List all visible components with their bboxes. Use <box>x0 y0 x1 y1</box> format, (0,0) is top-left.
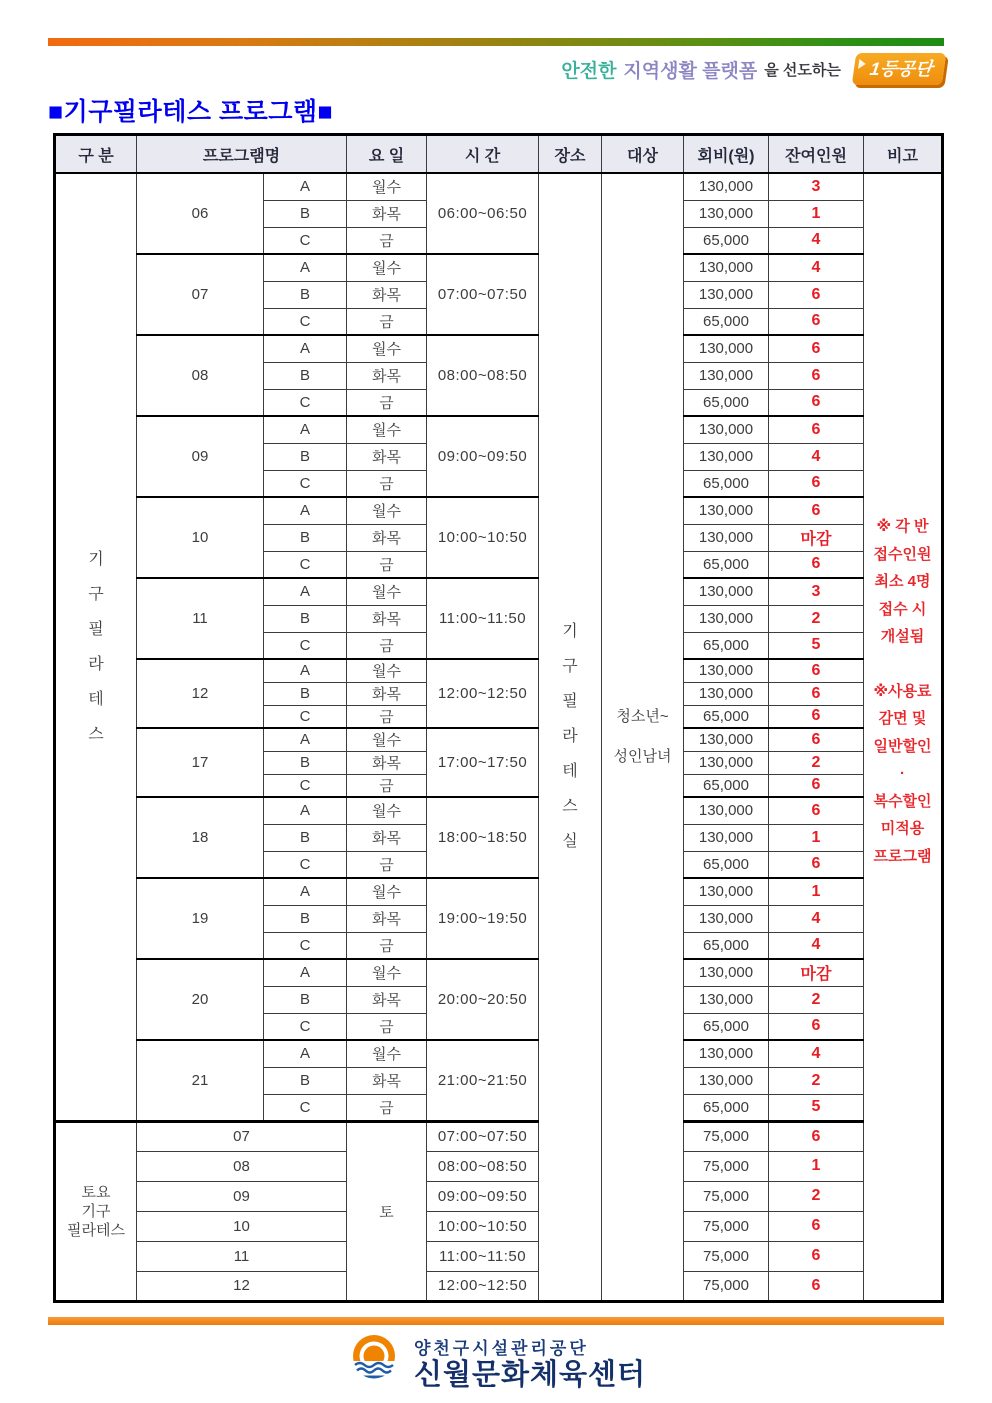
class-cell: B <box>264 362 347 389</box>
remaining-cell: 6 <box>769 281 864 308</box>
fee-cell: 130,000 <box>684 728 769 751</box>
saturday-row-11 <box>55 1241 943 1271</box>
day-cell: 월수 <box>347 497 427 524</box>
program-cell: 06 <box>137 173 264 254</box>
remaining-cell: 6 <box>769 1241 864 1271</box>
program-row-12-A <box>55 659 943 682</box>
fee-cell: 130,000 <box>684 751 769 774</box>
remaining-cell: 6 <box>769 335 864 362</box>
day-cell: 토 <box>347 1121 427 1301</box>
fee-cell: 75,000 <box>684 1271 769 1301</box>
class-cell: A <box>264 254 347 281</box>
class-cell: C <box>264 1013 347 1040</box>
class-cell: C <box>264 1094 347 1121</box>
day-cell: 화목 <box>347 281 427 308</box>
time-cell: 19:00~19:50 <box>427 878 539 959</box>
day-cell: 화목 <box>347 200 427 227</box>
header-category: 구 분 <box>55 135 137 174</box>
remaining-cell: 6 <box>769 362 864 389</box>
logo-center-name: 신월문화체육센터 <box>413 1358 647 1391</box>
program-cell: 07 <box>137 254 264 335</box>
remaining-cell: 2 <box>769 1181 864 1211</box>
day-cell: 금 <box>347 389 427 416</box>
remaining-cell: 4 <box>769 254 864 281</box>
day-cell: 월수 <box>347 254 427 281</box>
program-cell: 21 <box>137 1040 264 1121</box>
remaining-cell: 5 <box>769 1094 864 1121</box>
first-place-badge: 1등공단 <box>852 53 947 85</box>
time-cell: 10:00~10:50 <box>427 497 539 578</box>
remaining-cell: 4 <box>769 932 864 959</box>
header-program: 프로그램명 <box>137 135 347 174</box>
program-row-21-A <box>55 1040 943 1067</box>
fee-cell: 130,000 <box>684 578 769 605</box>
program-cell: 07 <box>137 1121 347 1151</box>
remaining-cell: 6 <box>769 1121 864 1151</box>
fee-cell: 130,000 <box>684 878 769 905</box>
program-row-19-A <box>55 878 943 905</box>
fee-cell: 75,000 <box>684 1121 769 1151</box>
target-cell: 청소년~ 성인남녀 <box>602 173 684 1301</box>
remaining-cell: 2 <box>769 605 864 632</box>
program-table <box>53 133 944 1303</box>
time-cell: 10:00~10:50 <box>427 1211 539 1241</box>
day-cell: 화목 <box>347 682 427 705</box>
fee-cell: 65,000 <box>684 470 769 497</box>
class-cell: B <box>264 443 347 470</box>
remaining-cell: 1 <box>769 1151 864 1181</box>
class-cell: A <box>264 173 347 200</box>
program-row-18-A <box>55 797 943 824</box>
time-cell: 20:00~20:50 <box>427 959 539 1040</box>
header-day: 요 일 <box>347 135 427 174</box>
class-cell: A <box>264 878 347 905</box>
day-cell: 금 <box>347 774 427 797</box>
remaining-cell: 6 <box>769 497 864 524</box>
fee-cell: 65,000 <box>684 1094 769 1121</box>
class-cell: C <box>264 851 347 878</box>
fee-cell: 130,000 <box>684 254 769 281</box>
class-cell: A <box>264 497 347 524</box>
day-cell: 화목 <box>347 443 427 470</box>
day-cell: 금 <box>347 551 427 578</box>
program-row-11-A <box>55 578 943 605</box>
fee-cell: 65,000 <box>684 308 769 335</box>
remaining-cell: 1 <box>769 824 864 851</box>
remaining-cell: 2 <box>769 751 864 774</box>
fee-cell: 130,000 <box>684 605 769 632</box>
program-cell: 08 <box>137 1151 347 1181</box>
remaining-cell: 6 <box>769 308 864 335</box>
header-fee: 회비(원) <box>684 135 769 174</box>
class-cell: C <box>264 705 347 728</box>
fee-cell: 130,000 <box>684 200 769 227</box>
program-row-06-A <box>55 173 943 200</box>
remaining-cell: 4 <box>769 227 864 254</box>
program-cell: 19 <box>137 878 264 959</box>
remaining-cell: 3 <box>769 578 864 605</box>
program-row-08-A <box>55 335 943 362</box>
fee-cell: 65,000 <box>684 1013 769 1040</box>
fee-cell: 130,000 <box>684 659 769 682</box>
footer-orange-bar <box>48 1317 944 1325</box>
remaining-cell: 1 <box>769 200 864 227</box>
time-cell: 17:00~17:50 <box>427 728 539 797</box>
day-cell: 화목 <box>347 605 427 632</box>
day-cell: 금 <box>347 227 427 254</box>
fee-cell: 130,000 <box>684 524 769 551</box>
class-cell: A <box>264 797 347 824</box>
class-cell: B <box>264 682 347 705</box>
time-cell: 21:00~21:50 <box>427 1040 539 1121</box>
page-title: ■기구필라테스 프로그램■ <box>48 98 334 126</box>
program-cell: 08 <box>137 335 264 416</box>
class-cell: C <box>264 774 347 797</box>
program-row-09-A <box>55 416 943 443</box>
day-cell: 화목 <box>347 986 427 1013</box>
remaining-cell: 6 <box>769 682 864 705</box>
sun-waves-icon <box>346 1332 402 1392</box>
fee-cell: 65,000 <box>684 705 769 728</box>
fee-cell: 130,000 <box>684 443 769 470</box>
remaining-cell: 4 <box>769 905 864 932</box>
fee-cell: 65,000 <box>684 932 769 959</box>
day-cell: 월수 <box>347 416 427 443</box>
time-cell: 12:00~12:50 <box>427 1271 539 1301</box>
class-cell: A <box>264 578 347 605</box>
remaining-cell: 6 <box>769 797 864 824</box>
day-cell: 월수 <box>347 1040 427 1067</box>
day-cell: 금 <box>347 308 427 335</box>
class-cell: A <box>264 659 347 682</box>
remaining-cell: 6 <box>769 1211 864 1241</box>
remaining-cell: 6 <box>769 774 864 797</box>
program-cell: 10 <box>137 1211 347 1241</box>
class-cell: B <box>264 905 347 932</box>
remaining-cell: 6 <box>769 416 864 443</box>
logo-org-name: 양천구시설관리공단 <box>413 1338 589 1358</box>
class-cell: B <box>264 524 347 551</box>
time-cell: 11:00~11:50 <box>427 1241 539 1271</box>
tagline-teal: 안전한 <box>561 60 617 82</box>
program-cell: 09 <box>137 416 264 497</box>
category-cell-weekday: 기 구 필 라 테 스 <box>55 173 137 1121</box>
fee-cell: 130,000 <box>684 335 769 362</box>
program-cell: 10 <box>137 497 264 578</box>
program-cell: 18 <box>137 797 264 878</box>
day-cell: 월수 <box>347 335 427 362</box>
category-cell-saturday: 토요 기구 필라테스 <box>55 1121 137 1301</box>
remaining-cell: 4 <box>769 443 864 470</box>
tagline-purple: 지역생활 플랫폼 <box>623 60 758 82</box>
time-cell: 07:00~07:50 <box>427 254 539 335</box>
remaining-cell: 2 <box>769 1067 864 1094</box>
class-cell: A <box>264 416 347 443</box>
fee-cell: 130,000 <box>684 416 769 443</box>
logo-text <box>414 1334 646 1391</box>
remaining-cell: 4 <box>769 1040 864 1067</box>
time-cell: 09:00~09:50 <box>427 1181 539 1211</box>
fee-cell: 65,000 <box>684 389 769 416</box>
fee-cell: 75,000 <box>684 1181 769 1211</box>
fee-cell: 65,000 <box>684 551 769 578</box>
fee-cell: 130,000 <box>684 824 769 851</box>
class-cell: B <box>264 824 347 851</box>
saturday-row-10 <box>55 1211 943 1241</box>
class-cell: B <box>264 281 347 308</box>
fee-cell: 130,000 <box>684 905 769 932</box>
time-cell: 11:00~11:50 <box>427 578 539 659</box>
class-cell: C <box>264 308 347 335</box>
remaining-cell: 마감 <box>769 524 864 551</box>
saturday-row-09 <box>55 1181 943 1211</box>
program-row-10-A <box>55 497 943 524</box>
remaining-cell: 2 <box>769 986 864 1013</box>
fee-cell: 65,000 <box>684 227 769 254</box>
class-cell: C <box>264 470 347 497</box>
program-cell: 09 <box>137 1181 347 1211</box>
time-cell: 12:00~12:50 <box>427 659 539 728</box>
fee-cell: 65,000 <box>684 632 769 659</box>
program-cell: 11 <box>137 578 264 659</box>
day-cell: 월수 <box>347 173 427 200</box>
program-cell: 12 <box>137 1271 347 1301</box>
remaining-cell: 6 <box>769 659 864 682</box>
remaining-cell: 3 <box>769 173 864 200</box>
remaining-cell: 6 <box>769 551 864 578</box>
time-cell: 08:00~08:50 <box>427 1151 539 1181</box>
class-cell: C <box>264 632 347 659</box>
saturday-row-07 <box>55 1121 943 1151</box>
class-cell: A <box>264 1040 347 1067</box>
note-cell: ※ 각 반 접수인원 최소 4명 접수 시 개설됨 ※사용료 감면 및 일반할인 · 복수할인 미적용 프로그램 <box>864 173 943 1301</box>
program-table-body <box>55 173 943 1301</box>
program-cell: 12 <box>137 659 264 728</box>
day-cell: 금 <box>347 1094 427 1121</box>
header-time: 시 간 <box>427 135 539 174</box>
time-cell: 09:00~09:50 <box>427 416 539 497</box>
class-cell: A <box>264 959 347 986</box>
table-header-row <box>55 135 943 174</box>
time-cell: 07:00~07:50 <box>427 1121 539 1151</box>
program-row-17-A <box>55 728 943 751</box>
top-gradient-bar <box>48 38 944 46</box>
class-cell: B <box>264 200 347 227</box>
time-cell: 06:00~06:50 <box>427 173 539 254</box>
class-cell: B <box>264 751 347 774</box>
day-cell: 금 <box>347 851 427 878</box>
fee-cell: 65,000 <box>684 851 769 878</box>
day-cell: 월수 <box>347 728 427 751</box>
day-cell: 화목 <box>347 905 427 932</box>
fee-cell: 130,000 <box>684 682 769 705</box>
day-cell: 월수 <box>347 659 427 682</box>
class-cell: A <box>264 728 347 751</box>
program-row-20-A <box>55 959 943 986</box>
program-cell: 17 <box>137 728 264 797</box>
footer-logo <box>0 1332 992 1392</box>
day-cell: 화목 <box>347 824 427 851</box>
class-cell: B <box>264 986 347 1013</box>
day-cell: 금 <box>347 470 427 497</box>
day-cell: 화목 <box>347 751 427 774</box>
header-remaining: 잔여인원 <box>769 135 864 174</box>
fee-cell: 130,000 <box>684 797 769 824</box>
remaining-cell: 1 <box>769 878 864 905</box>
day-cell: 화목 <box>347 524 427 551</box>
header-target: 대상 <box>602 135 684 174</box>
tagline <box>561 54 944 84</box>
program-row-07-A <box>55 254 943 281</box>
day-cell: 월수 <box>347 578 427 605</box>
place-cell: 기 구 필 라 테 스 실 <box>539 173 602 1301</box>
remaining-cell: 6 <box>769 728 864 751</box>
program-cell: 11 <box>137 1241 347 1271</box>
header-note: 비고 <box>864 135 943 174</box>
fee-cell: 130,000 <box>684 281 769 308</box>
class-cell: C <box>264 551 347 578</box>
fee-cell: 130,000 <box>684 959 769 986</box>
fee-cell: 130,000 <box>684 362 769 389</box>
fee-cell: 65,000 <box>684 774 769 797</box>
header-place: 장소 <box>539 135 602 174</box>
day-cell: 금 <box>347 632 427 659</box>
class-cell: B <box>264 1067 347 1094</box>
class-cell: C <box>264 227 347 254</box>
day-cell: 월수 <box>347 959 427 986</box>
day-cell: 금 <box>347 1013 427 1040</box>
day-cell: 금 <box>347 705 427 728</box>
remaining-cell: 6 <box>769 851 864 878</box>
class-cell: C <box>264 389 347 416</box>
tagline-dark: 을 선도하는 <box>764 61 841 79</box>
class-cell: A <box>264 335 347 362</box>
class-cell: C <box>264 932 347 959</box>
day-cell: 월수 <box>347 878 427 905</box>
day-cell: 금 <box>347 932 427 959</box>
program-cell: 20 <box>137 959 264 1040</box>
remaining-cell: 5 <box>769 632 864 659</box>
fee-cell: 130,000 <box>684 1067 769 1094</box>
day-cell: 월수 <box>347 797 427 824</box>
fee-cell: 130,000 <box>684 173 769 200</box>
remaining-cell: 6 <box>769 1271 864 1301</box>
remaining-cell: 6 <box>769 705 864 728</box>
fee-cell: 75,000 <box>684 1151 769 1181</box>
saturday-row-12 <box>55 1271 943 1301</box>
day-cell: 화목 <box>347 1067 427 1094</box>
fee-cell: 130,000 <box>684 1040 769 1067</box>
day-cell: 화목 <box>347 362 427 389</box>
time-cell: 18:00~18:50 <box>427 797 539 878</box>
class-cell: B <box>264 605 347 632</box>
fee-cell: 75,000 <box>684 1211 769 1241</box>
saturday-row-08 <box>55 1151 943 1181</box>
remaining-cell: 6 <box>769 470 864 497</box>
remaining-cell: 6 <box>769 389 864 416</box>
fee-cell: 130,000 <box>684 986 769 1013</box>
remaining-cell: 마감 <box>769 959 864 986</box>
fee-cell: 75,000 <box>684 1241 769 1271</box>
remaining-cell: 6 <box>769 1013 864 1040</box>
fee-cell: 130,000 <box>684 497 769 524</box>
time-cell: 08:00~08:50 <box>427 335 539 416</box>
